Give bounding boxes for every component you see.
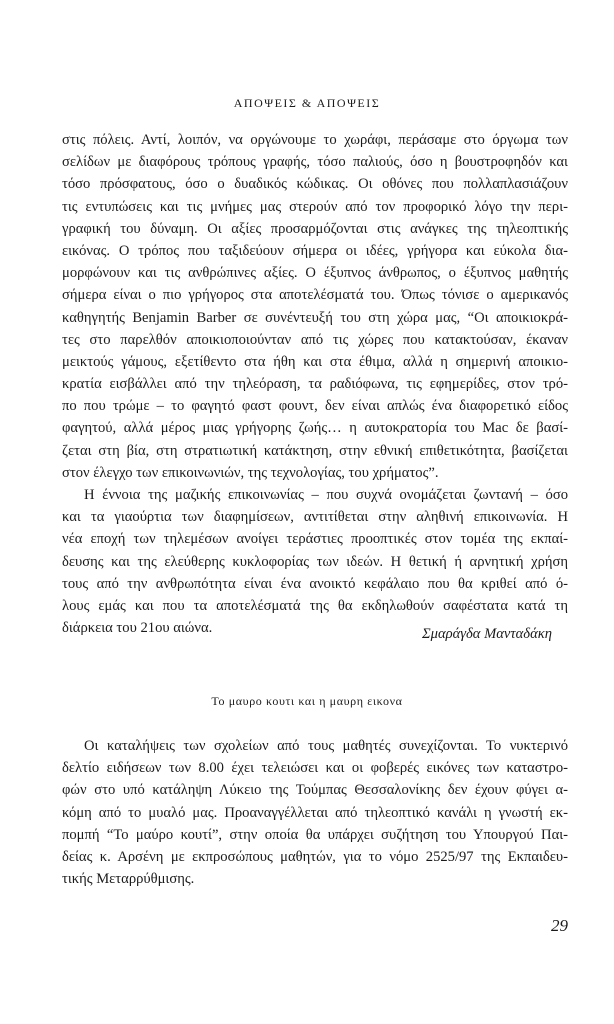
article1-paragraph2 [62,484,568,639]
text-line: μορφώνουν και τις ανθρώπινες αξίες. Ο έξυπνος άνθρωπος, ο έξυπνος μαθητής [62,265,568,282]
text-line: πο που τρώμε – το φαγητό φαστ φουντ, δεν είναι απλώς ένα διαφορετικό είδος [62,398,568,415]
text-line: τους από την ανθρωπότητα είναι ένα ανοικτό κεφάλαιο που θα κριθεί από ό- [62,575,568,592]
text-line: δελτίο ειδήσεων των 8.00 έχει τελειώσει και οι φοβερές εικόνες των καταστρο- [62,760,568,777]
text-line: πομπή “Το μαύρο κουτί”, στην οποία θα υπάρχει συζήτηση του Υπουργού Παι- [62,826,568,843]
text-line: φών στο υπό κατάληψη Λύκειο της Τούμπας Θεσσαλονίκης δεν έχουν φύγει α- [62,782,568,799]
text-line: στον έλεγχο των επικοινωνιών, της τεχνολογίας, του χρήματος”. [62,464,439,481]
text-line: σελίδων με διαφόρους τρόπους γραφής, τόσο παλιούς, όσο η βουστροφηδόν και [62,154,568,171]
text-line: ζεται στη βία, στη στρατιωτική κατάκτηση, στην εθνική επιθετικότητα, βασίζεται [62,442,568,459]
text-line: λους εμάς και που τα αποτελέσματά της θα εκδηλωθούν σαφέστατα κατά τη [62,597,568,614]
text-line: φαγητού, αλλά μέρος μιας γρήγορης ζωής… η αυτοκρατορία του Mac δε βασί- [62,420,568,437]
text-line: διάρκεια του 21ου αιώνα. [62,620,213,637]
text-line: τόσο πρόσφατους, όσο ο δυαδικός κώδικας. Οι οθόνες που πολλαπλασιάζουν [62,176,568,193]
text-line: Οι καταλήψεις των σχολείων από τους μαθητές συνεχίζονται. Το νυκτερινό [84,738,568,754]
text-line: κρατία εισβάλλει από την τηλεόραση, τα ραδιόφωνα, τις εφημερίδες, στον τρό- [62,376,568,393]
text-line: τις εντυπώσεις και τις μνήμες μας στερούν από τον προφορικό λόγο την περι- [62,198,568,215]
text-line: δευσης και της ελεύθερης κυκλοφορίας των ιδεών. Η θετική ή αρνητική χρήση [62,553,568,570]
text-line: Η έννοια της μαζικής επικοινωνίας – που συχνά ονομάζεται ζωντανή – όσο [84,487,568,503]
text-line: στις πόλεις. Αντί, λοιπόν, να οργώνουμε το χωράφι, περάσαμε στο όργωμα των [62,132,568,148]
text-line: νέα εποχή των τηλεμέσων ανοίγει τεράστιες προοπτικές στον τομέα της εκπαί- [62,531,568,548]
article1-paragraph1 [62,129,568,484]
text-line: και τα γιαούρτια των διαφημίσεων, αντιτίθεται στην αληθινή επικοινωνία. Η [62,509,568,526]
text-line: τες στο παρελθόν αποικιοποιούνταν από τις χώρες που κατακτούσαν, έκαναν [62,331,568,348]
text-line: κόμη από το μυαλό μας. Προαναγγέλλεται από τηλεοπτικό κανάλι η γνωστή εκ- [62,804,568,821]
text-line: δείας κ. Αρσένη με εκπροσώπους μαθητών, για το νόμο 2525/97 της Εκπαιδευ- [62,848,568,865]
article2-title: Το μαυρο κουτι και η μαυρη εικονα [211,694,403,708]
text-line: τικής Μεταρρύθμισης. [62,871,195,888]
page-number: 29 [551,916,568,935]
text-line: καθηγητής Benjamin Barber σε συνέντευξή του στη χώρα μας, “Οι αποικιοκρά- [62,309,568,326]
text-line: σήμερα είναι ο πιο γρήγορος στα αποτελέσματά του. Όπως τόνισε ο αμερικανός [62,287,568,304]
text-line: γραφική του δύναμη. Οι αξίες προσαρμόζονται στις ανάγκες της τηλεοπτικής [62,220,568,237]
author-signature: Σμαράγδα Μανταδάκη [421,626,552,642]
text-line: μεικτούς γάμους, εξετίθεντο στα ήθη και στα έθιμα, αλλά η σημερινή αποικιο- [62,353,568,370]
text-line: εικόνας. Ο τρόπος που ταξιδεύουν σήμερα οι ιδέες, γρήγορα και εύκολα δια- [62,242,568,259]
running-head: ΑΠΟΨΕΙΣ & ΑΠΟΨΕΙΣ [233,96,381,110]
article2-paragraph1 [62,735,568,890]
